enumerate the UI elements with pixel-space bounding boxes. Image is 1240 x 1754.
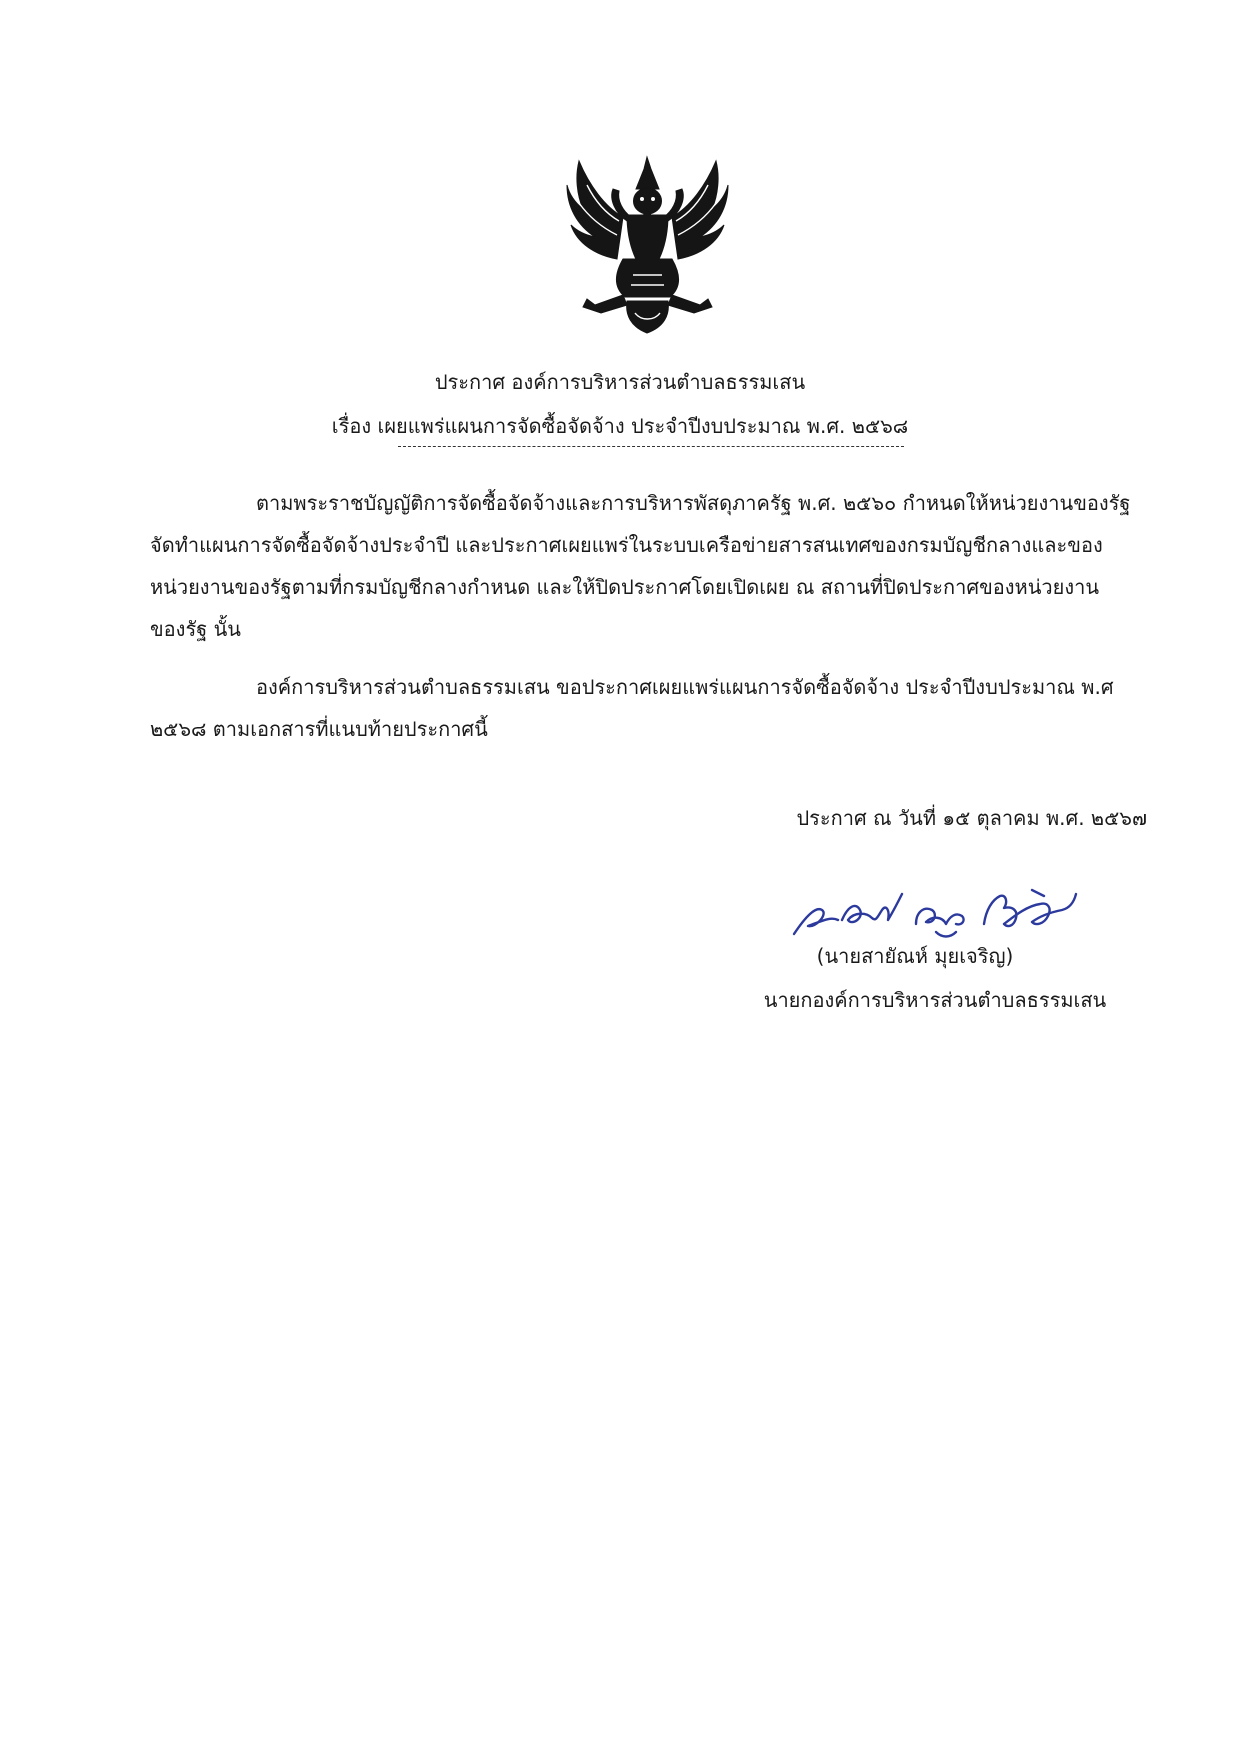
body-paragraph-2: [150, 666, 1150, 750]
announcement-subject: เรื่อง เผยแพร่แผนการจัดซื้อจัดจ้าง ประจำปีงบประมาณ พ.ศ. ๒๕๖๘: [331, 414, 909, 438]
paragraph-line: จัดทำแผนการจัดซื้อจัดจ้างประจำปี และประกาศเผยแพร่ในระบบเครือข่ายสารสนเทศของกรมบัญชีกลางและของ: [150, 533, 1103, 557]
paragraph-line: ตามพระราชบัญญัติการจัดซื้อจัดจ้างและการบริหารพัสดุภาครัฐ พ.ศ. ๒๕๖๐ กำหนดให้หน่วยงานของรัฐ: [256, 491, 1131, 515]
paragraph-line: ๒๕๖๘ ตามเอกสารที่แนบท้ายประกาศนี้: [150, 717, 488, 741]
garuda-emblem-icon: [565, 155, 730, 335]
paragraph-line: ของรัฐ นั้น: [150, 617, 241, 641]
paragraph-line: องค์การบริหารส่วนตำบลธรรมเสน ขอประกาศเผยแพร่แผนการจัดซื้อจัดจ้าง ประจำปีงบประมาณ พ.ศ: [256, 675, 1114, 699]
signer-position: นายกองค์การบริหารส่วนตำบลธรรมเสน: [763, 988, 1107, 1012]
title-divider: [398, 446, 904, 447]
signer-name: (นายสายัณห์ มุยเจริญ): [816, 944, 1014, 968]
paragraph-line: หน่วยงานของรัฐตามที่กรมบัญชีกลางกำหนด และให้ปิดประกาศโดยเปิดเผย ณ สถานที่ปิดประกาศของหน่วยงาน: [150, 575, 1100, 599]
announcement-date: ประกาศ ณ วันที่ ๑๕ ตุลาคม พ.ศ. ๒๕๖๗: [796, 806, 1147, 830]
announcement-title: ประกาศ องค์การบริหารส่วนตำบลธรรมเสน: [434, 370, 806, 394]
handwritten-signature-icon: [786, 876, 1086, 946]
body-paragraph-1: [150, 482, 1150, 650]
